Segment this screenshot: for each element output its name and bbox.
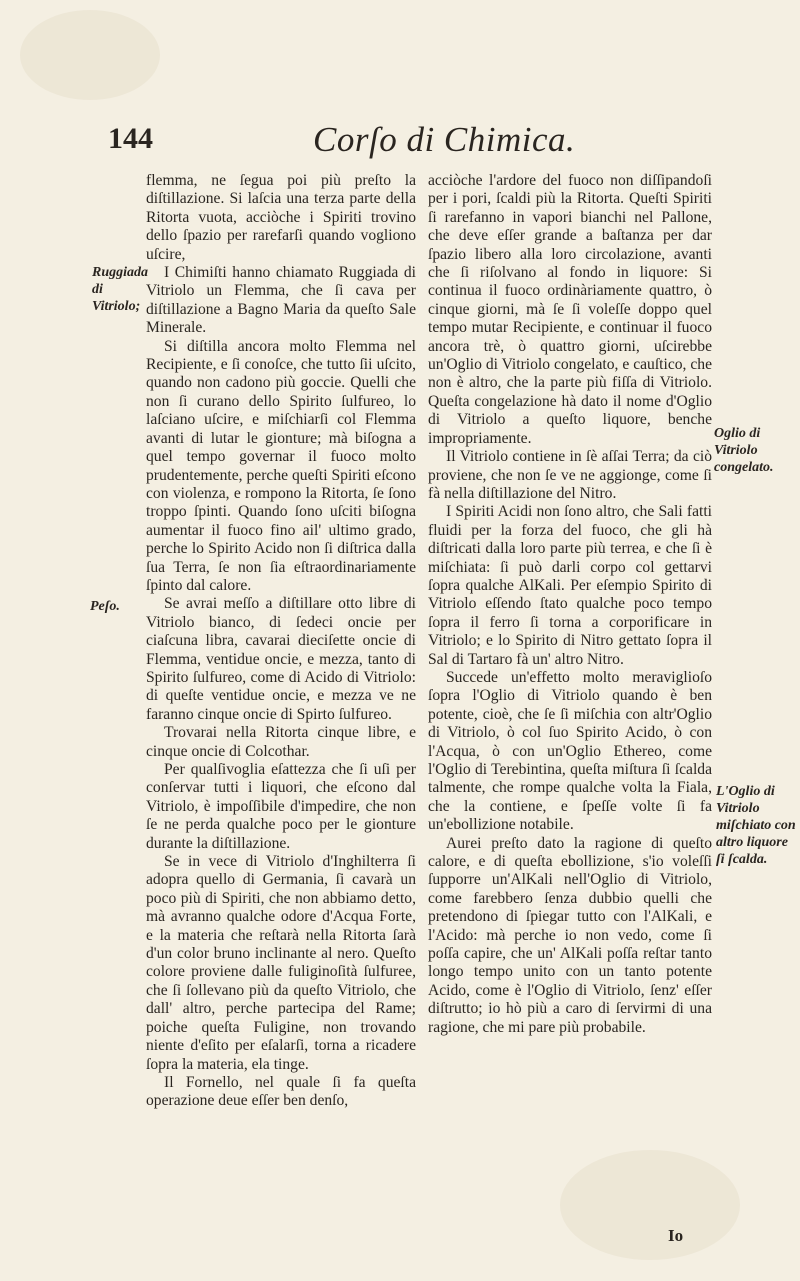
- paper-stain: [560, 1150, 740, 1260]
- margin-note-oglio-congelato: Oglio di Vitriolo congelato.: [714, 426, 774, 475]
- page-number: 144: [108, 122, 153, 155]
- paragraph: I Chimiſti hanno chiamato Ruggiada di Vitriolo un Flemma, che ſi cava per diſtillazione a Bagno Maria da queſto Sale Minerale.: [146, 264, 416, 337]
- paper-stain: [20, 10, 160, 100]
- paragraph: Il Vitriolo contiene in ſè aſſai Terra; da ciò proviene, che non ſe ve ne aggionge, come ſi fà nella diſtillazione del Nitro.: [428, 448, 712, 502]
- right-column: [428, 172, 712, 1037]
- running-title: Corſo di Chimica.: [313, 120, 576, 159]
- paragraph: acciòche l'ardore del fuoco non diſſipandoſi per i pori, ſcaldi più la Ritorta. Queſti Spiriti ſi rarefanno in vapori bianchi nel Pallone, che deve eſſer grande a baſtanza per dar ſpazio libero alla loro circolazione, avanti che ſi riſolvano al fondo in liquore: Si continua il fuoco ordinàriamente quattro, ò cinque giorni, mà ſe ſi voleſſe doppo quel tempo mutar Recipiente, e continuar il fuoco ancora trè, ò quattro giorni, uſcirebbe un'Oglio di Vitriolo congelato, e cauſtico, che non è altro, che la parte più fiſſa di Vitriolo. Queſta congelazione hà dato il nome d'Oglio di Vitriolo a queſto liquore, benche impropriamente.: [428, 172, 712, 447]
- catchword: Io: [668, 1226, 684, 1245]
- page-header: [108, 122, 728, 166]
- margin-note-peso: Peſo.: [90, 599, 120, 614]
- left-column: [146, 172, 416, 1111]
- paragraph: Succede un'effetto molto meraviglioſo ſopra l'Oglio di Vitriolo quando è ben potente, cioè, che ſe ſi miſchia con altr'Oglio di Vitriolo, ò col ſuo Spirito Acido, ò con l'Acqua, ò con un'Oglio Ethereo, come l'Oglio di Terebintina, queſta miſtura ſi ſcalda talmente, che rompe qualche volta la Fiala, che la contiene, e ſpeſſe volte ſi fa un'ebollizione notabile.: [428, 668, 712, 834]
- paragraph: Il Fornello, nel quale ſi fa queſta operazione deue eſſer ben denſo,: [146, 1073, 416, 1110]
- paragraph: Si diſtilla ancora molto Flemma nel Recipiente, e ſi conoſce, che tutto ſii uſcito, quando non cadono più goccie. Quelli che non ſi curano dello Spirito ſulfureo, lo laſciano uſcire, e miſchiarſi col Flemma avanti di lutar le gionture; mà biſogna a quel tempo governar il fuoco molto prudentemente, perche queſti Spiriti eſcono con violenza, e rompono la Ritorta, ſe ſono troppo ſpinti. Quando ſono uſciti biſogna aumentar il fuoco fino ail' ultimo grado, perche lo Spirito Acido non ſi diſtrica dalla ſua Terra, ſe non ſia eſtraordinariamente ſpinto dal calore.: [146, 337, 416, 594]
- paragraph: flemma, ne ſegua poi più preſto la diſtillazione. Si laſcia una terza parte della Ritorta vuota, acciòche i Spiriti trovino dello ſpazio per rarefarſi quando vogliono uſcire,: [146, 172, 416, 263]
- paragraph: Se avrai meſſo a diſtillare otto libre di Vitriolo bianco, di ſedeci oncie per ciaſcuna libra, cavarai dieciſette oncie di Flemma, ventidue oncie, e mezza, tanto di Spirito ſulfureo, come di Acido di Vitriolo: di queſte ventidue oncie, e mezza ve ne faranno cinque oncie di Spirto ſulfureo.: [146, 595, 416, 723]
- paragraph: Se in vece di Vitriolo d'Inghilterra ſi adopra quello di Germania, ſi cavarà un poco più di Spiriti, che non abbiamo detto, mà avranno qualche odore d'Acqua Forte, e la materia che reſtarà nella Ritorta ſarà d'un color bruno inclinante al nero. Queſto colore proviene dalle fuliginoſità ſulfuree, che ſi ſollevano più da queſto Vitriolo, che dall' altro, perche partecipa del Rame; poiche queſta Fuligine, non trovando niente d'eſito per eſalarſi, torna a ricadere ſopra la materia, ela tinge.: [146, 853, 416, 1073]
- paragraph: Per qualſivoglia eſattezza che ſi uſi per conſervar tutti i liquori, che eſcono dal Vitriolo, è impoſſibile d'impedire, che non ſe ne perda qualche poco per le gionture durante la diſtillazione.: [146, 761, 416, 852]
- paragraph: Aurei preſto dato la ragione di queſto calore, e di queſta ebollizione, s'io voleſſi ſupporre un'AlKali nell'Oglio di Vitriolo, come farebbero ſenza dubbio quelli che pretendono di ſpiegar tutto con l'AlKali, e l'Acido: mà perche io non vedo, come ſi poſſa capire, che un' AlKali poſſa reſtar tanto longo tempo unito con un tanto potente Acido, come è l'Oglio di Vitriolo, ſenz' eſſer diſtrutto; io hò più a caro di ſervirmi di una ragione, che mi pare più probabile.: [428, 834, 712, 1036]
- paragraph: I Spiriti Acidi non ſono altro, che Sali fatti fluidi per la forza del fuoco, che gli hà diſtricati dalla loro parte più terrea, e che ſi è miſchiata: ſi può darli corpo col gettarvi ſopra qualche AlKali. Per eſempio Spirito di Vitriolo eſſendo ſtato qualche poco tempo ſopra il ferro ſi torna a corporificare in Vitriolo; e lo Spirito di Nitro gettato ſopra il Sal di Tartaro fà un' altro Nitro.: [428, 503, 712, 668]
- margin-note-ruggiada: Ruggiada di Vitriolo;: [92, 265, 149, 314]
- paragraph: Trovarai nella Ritorta cinque libre, e cinque oncie di Colcothar.: [146, 724, 416, 760]
- margin-note-oglio-mischiato: L'Oglio di Vitriolo miſchiato con altro liquore ſi ſcalda.: [716, 784, 796, 867]
